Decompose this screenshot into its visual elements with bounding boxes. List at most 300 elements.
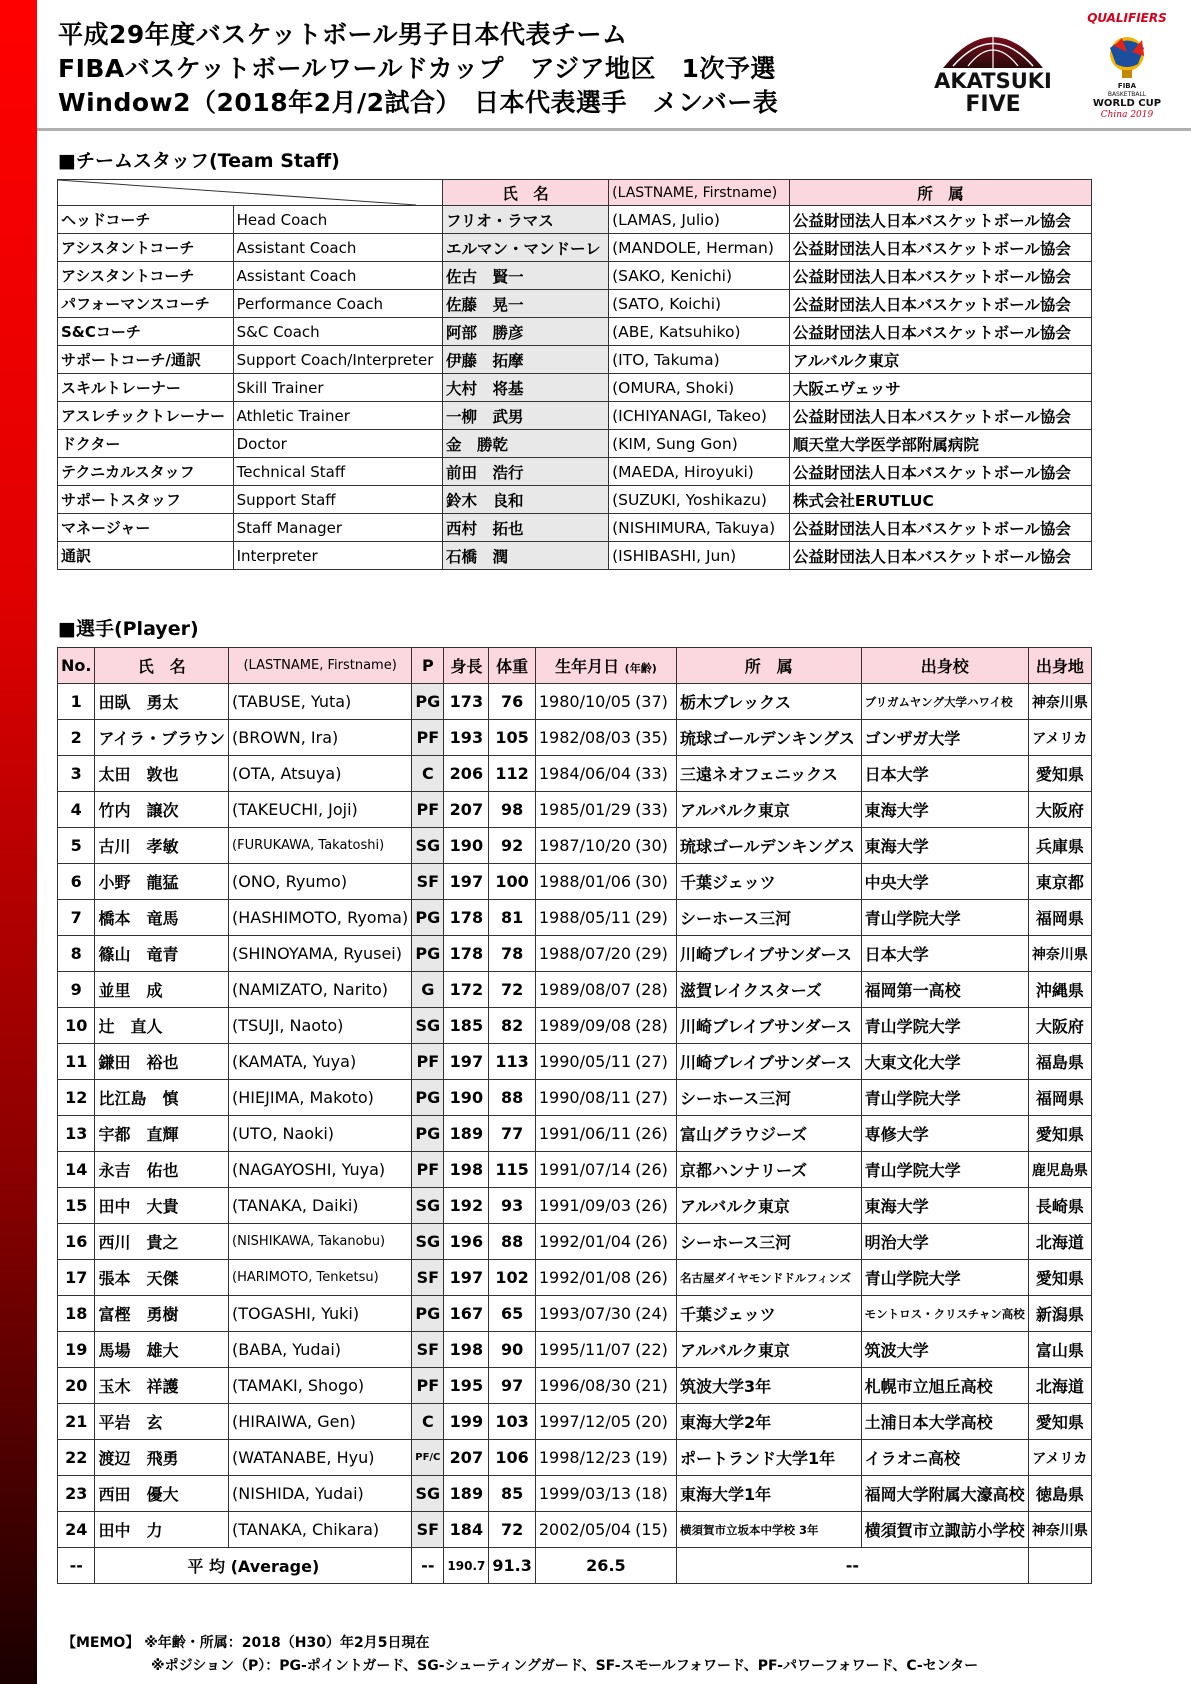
player-dob xyxy=(535,1368,676,1404)
player-romaji: (NISHIDA, Yudai) xyxy=(229,1476,412,1512)
player-row xyxy=(58,1044,1092,1080)
player-club: 栃木ブレックス xyxy=(676,684,861,720)
player-age: (28) xyxy=(635,980,668,999)
staff-header-diagonal xyxy=(58,180,443,206)
player-no: 18 xyxy=(58,1296,95,1332)
player-school: 福岡大学附属大濠高校 xyxy=(861,1476,1028,1512)
player-romaji: (ONO, Ryumo) xyxy=(229,864,412,900)
staff-name: 鈴木 良和 xyxy=(442,486,608,514)
player-pos: SG xyxy=(412,1476,444,1512)
player-age: (21) xyxy=(635,1376,668,1395)
staff-org: 公益財団法人日本バスケットボール協会 xyxy=(789,402,1091,430)
player-row xyxy=(58,1332,1092,1368)
player-dob-date: 1980/10/05 xyxy=(538,692,632,711)
player-row xyxy=(58,1008,1092,1044)
player-no: 17 xyxy=(58,1260,95,1296)
player-dob xyxy=(535,1512,676,1548)
player-height: 193 xyxy=(444,720,489,756)
player-row xyxy=(58,1404,1092,1440)
player-pos: SG xyxy=(412,1224,444,1260)
player-no: 3 xyxy=(58,756,95,792)
header-origin: 出身地 xyxy=(1028,648,1091,684)
player-dob xyxy=(535,900,676,936)
header-weight: 体重 xyxy=(489,648,535,684)
player-section-title: ■選手(Player) xyxy=(58,618,199,640)
player-pos: C xyxy=(412,1404,444,1440)
player-dob xyxy=(535,1476,676,1512)
svg-text:FIBA: FIBA xyxy=(1117,82,1137,90)
header-name: 氏 名 xyxy=(95,648,229,684)
fiba-world-cup-qualifiers-logo xyxy=(1072,8,1182,123)
player-pos: SF xyxy=(412,864,444,900)
header-dob xyxy=(535,648,676,684)
player-dob-date: 1992/01/04 xyxy=(538,1232,632,1251)
staff-row xyxy=(58,430,1092,458)
player-height: 197 xyxy=(444,1044,489,1080)
staff-name: 西村 拓也 xyxy=(442,514,608,542)
player-no: 14 xyxy=(58,1152,95,1188)
player-origin: 神奈川県 xyxy=(1028,1512,1091,1548)
player-origin: 北海道 xyxy=(1028,1224,1091,1260)
player-height: 196 xyxy=(444,1224,489,1260)
player-dob xyxy=(535,792,676,828)
staff-org: 公益財団法人日本バスケットボール協会 xyxy=(789,234,1091,262)
player-dob xyxy=(535,828,676,864)
staff-role-jp: ヘッドコーチ xyxy=(58,206,234,234)
player-no: 23 xyxy=(58,1476,95,1512)
player-school: 青山学院大学 xyxy=(861,1152,1028,1188)
player-dob xyxy=(535,756,676,792)
player-no: 13 xyxy=(58,1116,95,1152)
player-school: 福岡第一高校 xyxy=(861,972,1028,1008)
player-origin: 北海道 xyxy=(1028,1368,1091,1404)
player-club: 横須賀市立坂本中学校 3年 xyxy=(676,1512,861,1548)
player-weight: 81 xyxy=(489,900,535,936)
header-romaji: (LASTNAME, Firstname) xyxy=(229,648,412,684)
staff-role-en: Support Staff xyxy=(233,486,442,514)
player-romaji: (BABA, Yudai) xyxy=(229,1332,412,1368)
staff-role-jp: アスレチックトレーナー xyxy=(58,402,234,430)
player-school: 中央大学 xyxy=(861,864,1028,900)
staff-romaji: (ISHIBASHI, Jun) xyxy=(609,542,790,570)
player-row xyxy=(58,1224,1092,1260)
player-height: 207 xyxy=(444,792,489,828)
player-dob xyxy=(535,720,676,756)
player-no: 1 xyxy=(58,684,95,720)
player-school: 札幌市立旭丘高校 xyxy=(861,1368,1028,1404)
staff-org: 公益財団法人日本バスケットボール協会 xyxy=(789,514,1091,542)
staff-role-jp: アシスタントコーチ xyxy=(58,262,234,290)
player-row xyxy=(58,864,1092,900)
title-line-2: FIBAバスケットボールワールドカップ アジア地区 1次予選 xyxy=(58,54,776,83)
staff-header-org: 所 属 xyxy=(789,180,1091,206)
staff-romaji: (SAKO, Kenichi) xyxy=(609,262,790,290)
player-origin: アメリカ xyxy=(1028,1440,1091,1476)
header-club: 所 属 xyxy=(676,648,861,684)
average-height: 190.7 xyxy=(444,1548,489,1584)
player-pos: PF xyxy=(412,792,444,828)
player-name: 並里 成 xyxy=(95,972,229,1008)
player-height: 197 xyxy=(444,864,489,900)
player-club: 筑波大学3年 xyxy=(676,1368,861,1404)
title-line-1: 平成29年度バスケットボール男子日本代表チーム xyxy=(58,20,628,49)
title-line-3: Window2（2018年2月/2試合） 日本代表選手 メンバー表 xyxy=(58,88,779,117)
player-weight: 106 xyxy=(489,1440,535,1476)
player-club: アルバルク東京 xyxy=(676,1188,861,1224)
player-pos: PF xyxy=(412,1368,444,1404)
player-weight: 105 xyxy=(489,720,535,756)
player-pos: G xyxy=(412,972,444,1008)
player-origin: 神奈川県 xyxy=(1028,936,1091,972)
staff-name: 阿部 勝彦 xyxy=(442,318,608,346)
staff-table xyxy=(57,179,1092,570)
player-romaji: (KAMATA, Yuya) xyxy=(229,1044,412,1080)
svg-text:WORLD CUP: WORLD CUP xyxy=(1092,98,1162,109)
player-height: 185 xyxy=(444,1008,489,1044)
fiba-trophy-icon xyxy=(1072,8,1182,123)
staff-romaji: (NISHIMURA, Takuya) xyxy=(609,514,790,542)
player-weight: 65 xyxy=(489,1296,535,1332)
player-dob xyxy=(535,972,676,1008)
player-dob-date: 1989/09/08 xyxy=(538,1016,632,1035)
player-origin: 鹿児島県 xyxy=(1028,1152,1091,1188)
player-weight: 90 xyxy=(489,1332,535,1368)
svg-text:FIVE: FIVE xyxy=(965,92,1021,116)
player-dob xyxy=(535,1044,676,1080)
player-dob-date: 1984/06/04 xyxy=(538,764,632,783)
player-dob xyxy=(535,1332,676,1368)
player-no: 22 xyxy=(58,1440,95,1476)
player-club: ポートランド大学1年 xyxy=(676,1440,861,1476)
player-pos: PG xyxy=(412,1296,444,1332)
player-romaji: (HARIMOTO, Tenketsu) xyxy=(229,1260,412,1296)
player-row xyxy=(58,1116,1092,1152)
player-no: 16 xyxy=(58,1224,95,1260)
player-school: 東海大学 xyxy=(861,1188,1028,1224)
player-name: 渡辺 飛勇 xyxy=(95,1440,229,1476)
player-school: 青山学院大学 xyxy=(861,1008,1028,1044)
title-divider xyxy=(37,128,1191,131)
player-romaji: (SHINOYAMA, Ryusei) xyxy=(229,936,412,972)
player-pos: PF xyxy=(412,720,444,756)
player-age: (19) xyxy=(635,1448,668,1467)
player-origin: 神奈川県 xyxy=(1028,684,1091,720)
player-pos: PG xyxy=(412,1080,444,1116)
player-school: 明治大学 xyxy=(861,1224,1028,1260)
staff-role-jp: テクニカルスタッフ xyxy=(58,458,234,486)
left-accent-bar xyxy=(0,0,37,1684)
player-dob-date: 1990/05/11 xyxy=(538,1052,632,1071)
player-age: (15) xyxy=(635,1520,668,1539)
memo-line-2: ※ポジション（P）：PG-ポイントガード、SG-シューティングガード、SF-スモールフォワード、PF-パワーフォワード、C-センター xyxy=(151,1658,979,1674)
player-origin: 福岡県 xyxy=(1028,1080,1091,1116)
player-weight: 78 xyxy=(489,936,535,972)
player-weight: 93 xyxy=(489,1188,535,1224)
player-name: 永吉 佑也 xyxy=(95,1152,229,1188)
player-name: 西田 優大 xyxy=(95,1476,229,1512)
staff-role-en: Performance Coach xyxy=(233,290,442,318)
player-age: (30) xyxy=(635,836,668,855)
player-no: 20 xyxy=(58,1368,95,1404)
staff-org: 公益財団法人日本バスケットボール協会 xyxy=(789,290,1091,318)
player-club: 川崎ブレイブサンダース xyxy=(676,1044,861,1080)
player-pos: PG xyxy=(412,1116,444,1152)
player-school: 青山学院大学 xyxy=(861,900,1028,936)
player-header-row xyxy=(58,648,1092,684)
staff-role-jp: パフォーマンスコーチ xyxy=(58,290,234,318)
staff-role-jp: アシスタントコーチ xyxy=(58,234,234,262)
player-row xyxy=(58,1188,1092,1224)
average-row xyxy=(58,1548,1092,1584)
player-origin: 福岡県 xyxy=(1028,900,1091,936)
player-school: モントロス・クリスチャン高校 xyxy=(861,1296,1028,1332)
staff-row xyxy=(58,486,1092,514)
player-weight: 76 xyxy=(489,684,535,720)
player-no: 9 xyxy=(58,972,95,1008)
player-no: 8 xyxy=(58,936,95,972)
staff-romaji: (LAMAS, Julio) xyxy=(609,206,790,234)
player-table xyxy=(57,647,1092,1584)
player-no: 24 xyxy=(58,1512,95,1548)
player-age: (18) xyxy=(635,1484,668,1503)
player-dob xyxy=(535,1116,676,1152)
player-age: (33) xyxy=(635,764,668,783)
player-romaji: (NAGAYOSHI, Yuya) xyxy=(229,1152,412,1188)
average-age: 26.5 xyxy=(535,1548,676,1584)
svg-text:China 2019: China 2019 xyxy=(1100,110,1154,120)
staff-row xyxy=(58,402,1092,430)
average-weight: 91.3 xyxy=(489,1548,535,1584)
staff-role-en: Head Coach xyxy=(233,206,442,234)
player-dob-date: 1998/12/23 xyxy=(538,1448,632,1467)
staff-name: フリオ・ラマス xyxy=(442,206,608,234)
header-no: No. xyxy=(58,648,95,684)
staff-org: 公益財団法人日本バスケットボール協会 xyxy=(789,318,1091,346)
player-no: 19 xyxy=(58,1332,95,1368)
player-weight: 103 xyxy=(489,1404,535,1440)
player-pos: SF xyxy=(412,1332,444,1368)
player-origin: 新潟県 xyxy=(1028,1296,1091,1332)
player-row xyxy=(58,828,1092,864)
player-name: 小野 龍猛 xyxy=(95,864,229,900)
player-no: 5 xyxy=(58,828,95,864)
player-weight: 82 xyxy=(489,1008,535,1044)
header-pos: P xyxy=(412,648,444,684)
player-height: 178 xyxy=(444,936,489,972)
player-dob-date: 1990/08/11 xyxy=(538,1088,632,1107)
player-origin: 愛知県 xyxy=(1028,1116,1091,1152)
player-pos: PG xyxy=(412,936,444,972)
player-dob-date: 2002/05/04 xyxy=(538,1520,632,1539)
staff-role-en: Athletic Trainer xyxy=(233,402,442,430)
memo-line-1: 【MEMO】 ※年齢・所属：2018（H30）年2月5日現在 xyxy=(62,1635,430,1651)
player-height: 190 xyxy=(444,1080,489,1116)
staff-romaji: (MANDOLE, Herman) xyxy=(609,234,790,262)
header-dob-label: 生年月日 xyxy=(555,657,620,676)
player-weight: 92 xyxy=(489,828,535,864)
player-weight: 72 xyxy=(489,1512,535,1548)
player-height: 172 xyxy=(444,972,489,1008)
player-romaji: (TANAKA, Daiki) xyxy=(229,1188,412,1224)
player-age: (22) xyxy=(635,1340,668,1359)
player-name: 古川 孝敏 xyxy=(95,828,229,864)
player-dob xyxy=(535,1008,676,1044)
player-club: 京都ハンナリーズ xyxy=(676,1152,861,1188)
svg-text:BASKETBALL: BASKETBALL xyxy=(1107,91,1147,98)
player-origin: 沖縄県 xyxy=(1028,972,1091,1008)
staff-org: 公益財団法人日本バスケットボール協会 xyxy=(789,206,1091,234)
player-pos: PF/C xyxy=(412,1440,444,1476)
player-height: 192 xyxy=(444,1188,489,1224)
player-weight: 115 xyxy=(489,1152,535,1188)
staff-header-romaji: (LASTNAME, Firstname) xyxy=(609,180,790,206)
staff-role-en: Interpreter xyxy=(233,542,442,570)
average-origin xyxy=(1028,1548,1091,1584)
staff-role-jp: 通訳 xyxy=(58,542,234,570)
player-origin: 長崎県 xyxy=(1028,1188,1091,1224)
player-romaji: (TAMAKI, Shogo) xyxy=(229,1368,412,1404)
player-dob-date: 1985/01/29 xyxy=(538,800,632,819)
staff-row xyxy=(58,262,1092,290)
staff-role-en: Technical Staff xyxy=(233,458,442,486)
staff-name: 金 勝乾 xyxy=(442,430,608,458)
staff-romaji: (ICHIYANAGI, Takeo) xyxy=(609,402,790,430)
staff-org: アルバルク東京 xyxy=(789,346,1091,374)
staff-org: 公益財団法人日本バスケットボール協会 xyxy=(789,542,1091,570)
player-no: 4 xyxy=(58,792,95,828)
player-school: 土浦日本大学高校 xyxy=(861,1404,1028,1440)
player-height: 207 xyxy=(444,1440,489,1476)
staff-org: 株式会社ERUTLUC xyxy=(789,486,1091,514)
player-age: (29) xyxy=(635,944,668,963)
player-school: 筑波大学 xyxy=(861,1332,1028,1368)
staff-role-jp: S&Cコーチ xyxy=(58,318,234,346)
player-weight: 97 xyxy=(489,1368,535,1404)
player-age: (29) xyxy=(635,908,668,927)
player-weight: 98 xyxy=(489,792,535,828)
player-age: (20) xyxy=(635,1412,668,1431)
player-name: 橋本 竜馬 xyxy=(95,900,229,936)
player-age: (26) xyxy=(635,1232,668,1251)
player-dob-date: 1993/07/30 xyxy=(538,1304,632,1323)
player-school: 青山学院大学 xyxy=(861,1080,1028,1116)
staff-romaji: (ABE, Katsuhiko) xyxy=(609,318,790,346)
player-school: 大東文化大学 xyxy=(861,1044,1028,1080)
staff-romaji: (KIM, Sung Gon) xyxy=(609,430,790,458)
staff-role-en: Assistant Coach xyxy=(233,262,442,290)
player-no: 2 xyxy=(58,720,95,756)
staff-section-title: ■チームスタッフ(Team Staff) xyxy=(58,150,340,172)
player-dob xyxy=(535,1188,676,1224)
player-name: 馬場 雄大 xyxy=(95,1332,229,1368)
player-club: アルバルク東京 xyxy=(676,792,861,828)
player-romaji: (TAKEUCHI, Joji) xyxy=(229,792,412,828)
player-dob xyxy=(535,1440,676,1476)
player-name: 西川 貴之 xyxy=(95,1224,229,1260)
player-weight: 72 xyxy=(489,972,535,1008)
player-dob-date: 1996/08/30 xyxy=(538,1376,632,1395)
staff-row xyxy=(58,318,1092,346)
player-club: シーホース三河 xyxy=(676,1080,861,1116)
player-romaji: (HIEJIMA, Makoto) xyxy=(229,1080,412,1116)
player-age: (26) xyxy=(635,1160,668,1179)
player-origin: アメリカ xyxy=(1028,720,1091,756)
player-height: 206 xyxy=(444,756,489,792)
player-dob-date: 1988/07/20 xyxy=(538,944,632,963)
player-no: 11 xyxy=(58,1044,95,1080)
player-height: 189 xyxy=(444,1476,489,1512)
staff-romaji: (SUZUKI, Yoshikazu) xyxy=(609,486,790,514)
player-dob xyxy=(535,864,676,900)
staff-role-jp: スキルトレーナー xyxy=(58,374,234,402)
player-dob-date: 1991/09/03 xyxy=(538,1196,632,1215)
staff-role-jp: ドクター xyxy=(58,430,234,458)
player-school: 横須賀市立諏訪小学校 xyxy=(861,1512,1028,1548)
player-row xyxy=(58,900,1092,936)
player-pos: PF xyxy=(412,1152,444,1188)
staff-role-en: Support Coach/Interpreter xyxy=(233,346,442,374)
staff-role-jp: サポートスタッフ xyxy=(58,486,234,514)
player-origin: 愛知県 xyxy=(1028,756,1091,792)
player-height: 189 xyxy=(444,1116,489,1152)
staff-header-row xyxy=(58,180,1092,206)
player-age: (33) xyxy=(635,800,668,819)
player-romaji: (OTA, Atsuya) xyxy=(229,756,412,792)
staff-name: 伊藤 拓摩 xyxy=(442,346,608,374)
player-club: シーホース三河 xyxy=(676,900,861,936)
document-title xyxy=(58,18,878,120)
staff-role-en: Skill Trainer xyxy=(233,374,442,402)
player-romaji: (BROWN, Ira) xyxy=(229,720,412,756)
player-no: 21 xyxy=(58,1404,95,1440)
staff-name: 前田 浩行 xyxy=(442,458,608,486)
player-club: 千葉ジェッツ xyxy=(676,1296,861,1332)
player-romaji: (TABUSE, Yuta) xyxy=(229,684,412,720)
player-no: 6 xyxy=(58,864,95,900)
player-school: 青山学院大学 xyxy=(861,1260,1028,1296)
player-row xyxy=(58,684,1092,720)
player-height: 195 xyxy=(444,1368,489,1404)
player-age: (27) xyxy=(635,1088,668,1107)
player-pos: SG xyxy=(412,1188,444,1224)
player-height: 167 xyxy=(444,1296,489,1332)
player-row xyxy=(58,1512,1092,1548)
player-origin: 大阪府 xyxy=(1028,1008,1091,1044)
player-dob xyxy=(535,684,676,720)
player-club: アルバルク東京 xyxy=(676,1332,861,1368)
staff-name: エルマン・マンドーレ xyxy=(442,234,608,262)
player-row xyxy=(58,1368,1092,1404)
player-club: 琉球ゴールデンキングス xyxy=(676,720,861,756)
akatsuki-five-logo xyxy=(928,16,1058,116)
staff-row xyxy=(58,542,1092,570)
player-name: 田臥 勇太 xyxy=(95,684,229,720)
player-dob-date: 1987/10/20 xyxy=(538,836,632,855)
staff-row xyxy=(58,234,1092,262)
staff-row xyxy=(58,346,1092,374)
player-romaji: (TANAKA, Chikara) xyxy=(229,1512,412,1548)
player-romaji: (TOGASHI, Yuki) xyxy=(229,1296,412,1332)
player-origin: 兵庫県 xyxy=(1028,828,1091,864)
player-club: 名古屋ダイヤモンドドルフィンズ xyxy=(676,1260,861,1296)
player-romaji: (NISHIKAWA, Takanobu) xyxy=(229,1224,412,1260)
player-school: 東海大学 xyxy=(861,828,1028,864)
player-club: シーホース三河 xyxy=(676,1224,861,1260)
staff-romaji: (SATO, Koichi) xyxy=(609,290,790,318)
staff-org: 公益財団法人日本バスケットボール協会 xyxy=(789,458,1091,486)
player-age: (28) xyxy=(635,1016,668,1035)
player-row xyxy=(58,1080,1092,1116)
